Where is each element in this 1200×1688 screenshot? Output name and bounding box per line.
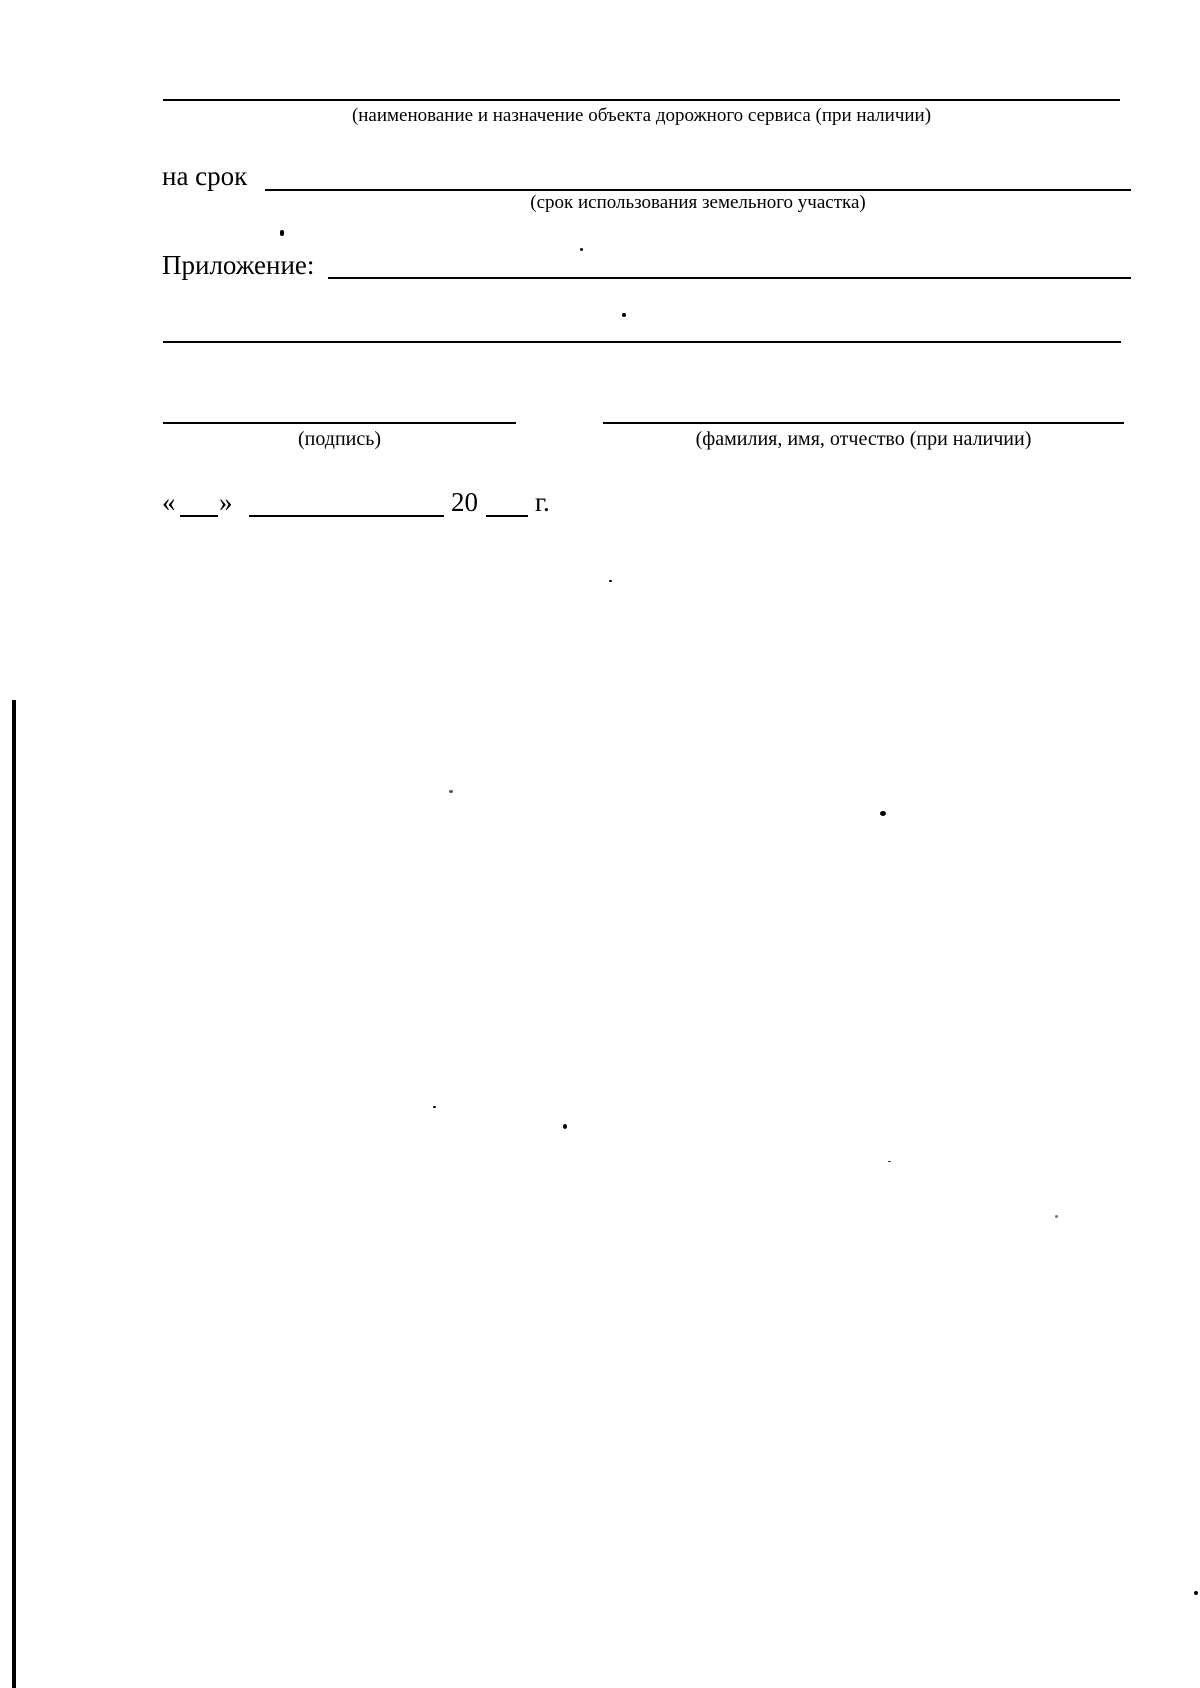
object-name-caption: (наименование и назначение объекта дорожного сервиса (при наличии): [351, 105, 932, 126]
date-century: 20: [451, 487, 478, 517]
date-open-quote: «: [162, 487, 176, 517]
full-name-line[interactable]: [603, 422, 1124, 424]
scan-speck: [433, 1106, 436, 1108]
scan-speck: [888, 1161, 891, 1162]
date-year-line[interactable]: [486, 515, 528, 517]
scan-speck: [449, 790, 453, 793]
scan-speck: [609, 580, 612, 582]
attachment-label: Приложение:: [162, 250, 315, 280]
object-name-line: [163, 99, 1120, 101]
term-label: на срок: [162, 161, 248, 191]
full-name-caption: (фамилия, имя, отчество (при наличии): [695, 428, 1032, 450]
scan-edge-bar: [12, 700, 16, 1688]
scan-speck: [880, 811, 886, 816]
signature-caption: (подпись): [297, 428, 382, 450]
scan-speck: [563, 1124, 567, 1129]
date-year-suffix: г.: [535, 487, 550, 517]
signature-line[interactable]: [163, 422, 516, 424]
scan-speck: [580, 248, 583, 251]
attachment-line-2[interactable]: [163, 341, 1121, 343]
date-day-line[interactable]: [180, 515, 218, 517]
scan-speck: [1194, 1591, 1198, 1595]
term-caption: (срок использования земельного участка): [530, 192, 866, 213]
scan-speck: [280, 230, 284, 236]
attachment-line[interactable]: [328, 277, 1131, 279]
scan-speck: [1055, 1215, 1058, 1218]
date-close-quote: »: [219, 487, 233, 517]
scan-speck: [622, 313, 626, 317]
term-line[interactable]: [265, 189, 1131, 191]
date-month-line[interactable]: [249, 515, 444, 517]
